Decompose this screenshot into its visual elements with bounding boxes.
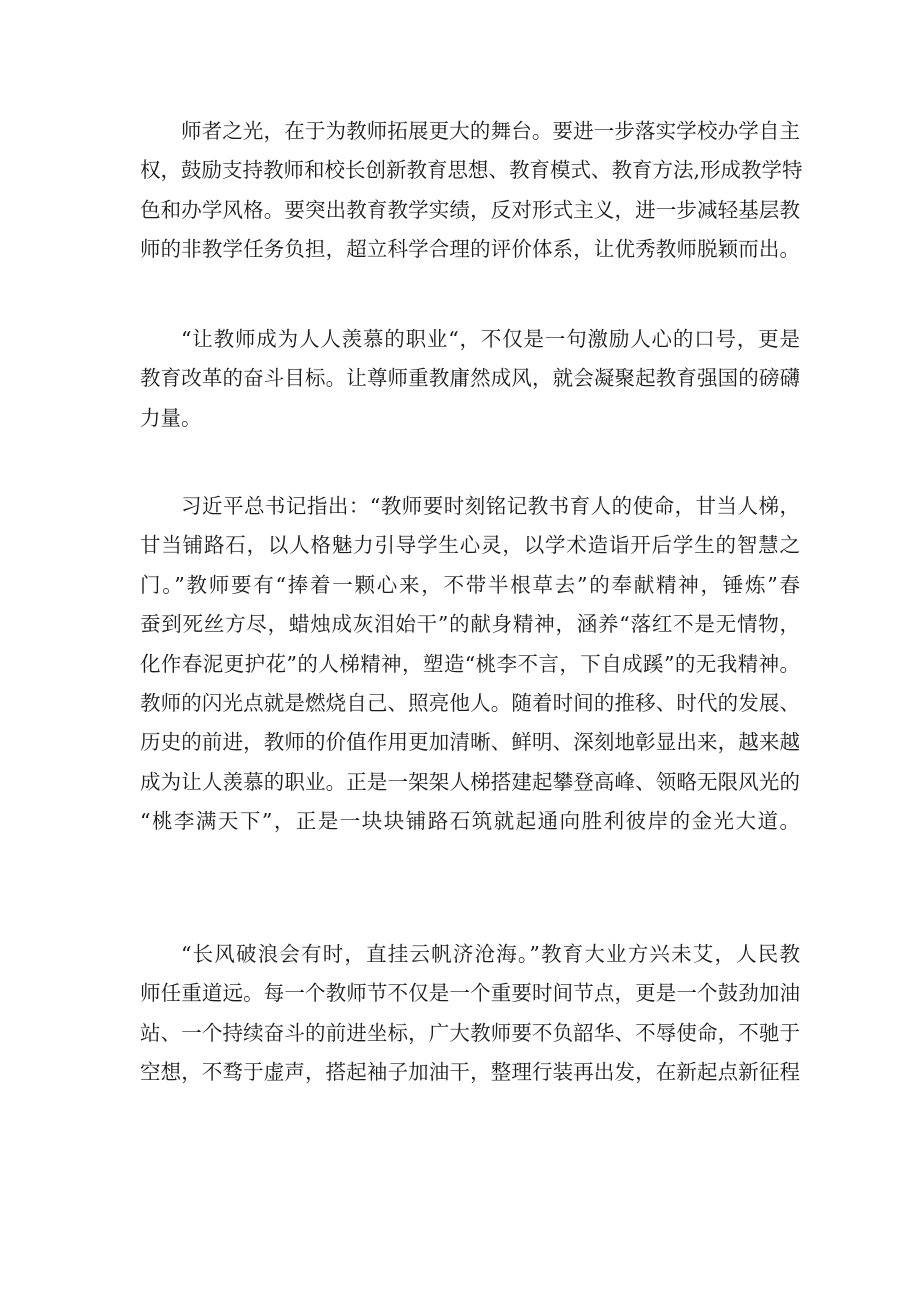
paragraph-line: 力量。 (140, 405, 202, 430)
paragraph-line: “让教师成为人人羡慕的职业“，不仅是一句激励人心的口号，更是 (181, 327, 800, 351)
paragraph-line: 甘当铺路石，以人格魅力引导学生心灵，以学术造诣开后学生的智慧之 (140, 533, 800, 558)
paragraph-line: 习近平总书记指出：“教师要时刻铭记教书育人的使命，甘当人梯， (181, 494, 800, 518)
paragraph-long-wind (140, 935, 800, 1093)
paragraph-line: 空想，不骛于虚声，搭起袖子加油干，整理行装再出发，在新起点新征程 (140, 1060, 800, 1085)
paragraph-admired-profession (140, 320, 800, 438)
paragraph-line: 师的非教学任务负担，超立科学合理的评价体系，让优秀教师脱颖而出。 (140, 237, 800, 262)
paragraph-line: 师任重道远。每一个教师节不仅是一个重要时间节点，更是一个鼓劲加油 (140, 981, 800, 1006)
paragraph-line: 成为让人羡慕的职业。正是一架架人梯搭建起攀登高峰、领略无限风光的 (140, 769, 800, 794)
paragraph-line: 门。”教师要有“捧着一颗心来，不带半根草去”的奉献精神，锤炼”春 (140, 572, 800, 597)
paragraph-line: 教师的闪光点就是燃烧自己、照亮他人。随着时间的推移、时代的发展、 (140, 690, 800, 715)
paragraph-line: “桃李满天下”，正是一块块铺路石筑就起通向胜利彼岸的金光大道。 (140, 809, 800, 834)
paragraph-line: 色和办学风格。要突出教育教学实绩，反对形式主义，进一步减轻基层教 (140, 197, 800, 222)
paragraph-line: 站、一个持续奋斗的前进坐标，广大教师要不负韶华、不辱使命，不驰于 (140, 1020, 800, 1045)
paragraph-line: 权，鼓励支持教师和校长创新教育思想、教育模式、教育方法,形成教学特 (140, 158, 803, 183)
paragraph-line: 教育改革的奋斗目标。让尊师重教庸然成风，就会凝聚起教育强国的磅礴 (140, 366, 800, 391)
paragraph-line: 历史的前进，教师的价值作用更加清晰、鲜明、深刻地彰显出来，越来越 (140, 730, 800, 755)
paragraph-line: “长风破浪会有时，直挂云帆济沧海。”教育大业方兴未艾，人民教 (181, 942, 800, 966)
paragraph-teacher-stage (140, 112, 803, 270)
paragraph-line: 化作春泥更护花”的人梯精神，塑造“桃李不言，下自成蹊”的无我精神。 (140, 651, 800, 676)
paragraph-line: 师者之光，在于为教师拓展更大的舞台。要进一步落实学校办学自主 (181, 119, 800, 143)
paragraph-xi-quote (140, 487, 800, 842)
paragraph-line: 蚕到死丝方尽，蜡烛成灰泪始干”的献身精神，涵养“落红不是无情物， (140, 612, 800, 637)
